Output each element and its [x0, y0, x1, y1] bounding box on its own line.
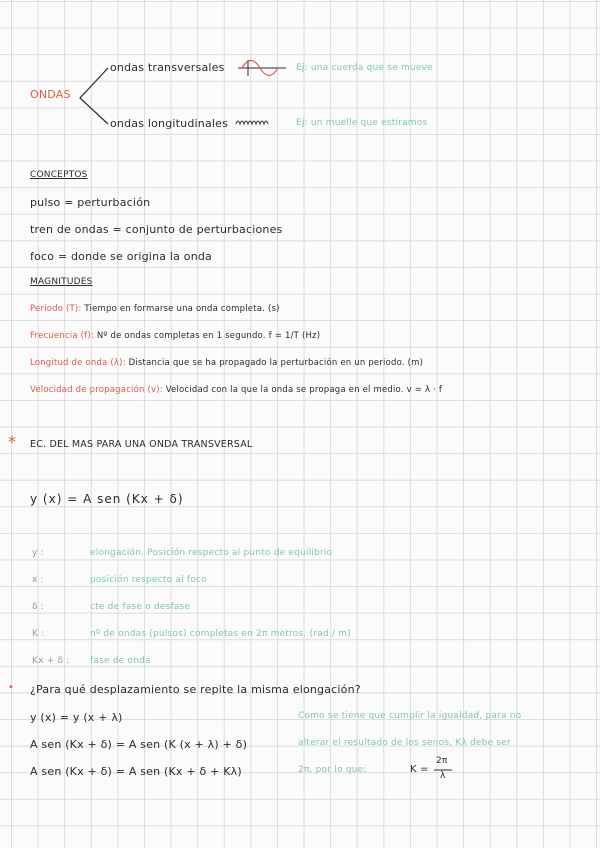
branch-longitudinal: ondas longitudinales	[110, 117, 229, 130]
variable-symbol: y :	[32, 548, 44, 558]
magnitude-item	[30, 304, 280, 314]
magnitude-label: Frecuencia (f):	[30, 331, 94, 341]
question-text: ¿Para qué desplazamiento se repite la misma elongación?	[30, 683, 361, 696]
magnitude-text: Distancia que se ha propagado la perturbación en un periodo. (m)	[128, 358, 424, 368]
concept-foco: foco = donde se origina la onda	[30, 250, 212, 263]
variable-description: nº de ondas (pulsos) completas en 2π metros. (rad / m)	[90, 629, 351, 639]
magnitude-item	[30, 331, 320, 341]
transverse-wave-icon	[238, 58, 288, 78]
concept-tren: tren de ondas = conjunto de perturbaciones	[30, 223, 283, 236]
star-marker: *	[8, 432, 17, 451]
variable-description: posición respecto al foco	[90, 575, 207, 585]
concept-pulso: pulso = perturbación	[30, 196, 151, 209]
branch-transversal-example: Ej: una cuerda que se mueve	[296, 63, 433, 73]
spring-icon	[236, 118, 270, 128]
variable-symbol: δ :	[32, 602, 44, 612]
magnitude-text: Tiempo en formarse una onda completa. (s)	[84, 304, 280, 314]
main-word: ONDAS	[30, 88, 71, 101]
note-line-1: Como se tiene que cumplir la igualdad, para no	[298, 711, 522, 721]
equation-line-3: A sen (Kx + δ) = A sen (Kx + δ + Kλ)	[30, 765, 242, 778]
section-title-magnitudes: MAGNITUDES	[30, 277, 93, 287]
k-formula-lhs: K =	[410, 764, 429, 775]
variable-symbol: Kx + δ :	[32, 656, 70, 666]
variable-description: cte de fase o desfase	[90, 602, 191, 612]
note-line-2: alterar el resultado de los senos, Kλ debe ser	[298, 738, 511, 748]
magnitude-text: Velocidad con la que la onda se propaga en el medio. v = λ · f	[165, 385, 443, 395]
k-formula-denominator: λ	[440, 771, 446, 781]
section-title-ecuacion: EC. DEL MAS PARA UNA ONDA TRANSVERSAL	[30, 439, 253, 450]
equation-line-1: y (x) = y (x + λ)	[30, 711, 123, 724]
section-title-conceptos: CONCEPTOS	[30, 170, 88, 180]
k-formula-numerator: 2π	[436, 756, 448, 766]
variable-description: fase de onda	[90, 656, 151, 666]
wave-equation: y (x) = A sen (Kx + δ)	[30, 492, 184, 506]
bullet-marker: •	[8, 682, 15, 693]
magnitude-item	[30, 385, 442, 395]
branch-transversal: ondas transversales	[110, 61, 225, 74]
magnitude-label: Velocidad de propagación (v):	[30, 385, 163, 395]
variable-description: elongación. Posición respecto al punto de equilibrio	[90, 548, 333, 558]
magnitude-label: Longitud de onda (λ):	[30, 358, 126, 368]
branch-longitudinal-example: Ej: un muelle que estiramos	[296, 118, 428, 128]
magnitude-item	[30, 358, 423, 368]
equation-line-2: A sen (Kx + δ) = A sen (K (x + λ) + δ)	[30, 738, 248, 751]
magnitude-label: Periodo (T):	[30, 304, 82, 314]
note-line-3: 2π, por lo que:	[298, 765, 367, 775]
variable-symbol: K :	[32, 629, 45, 639]
magnitude-text: Nº de ondas completas en 1 segundo. f = 1/T (Hz)	[96, 331, 321, 341]
variable-symbol: x :	[32, 575, 44, 585]
